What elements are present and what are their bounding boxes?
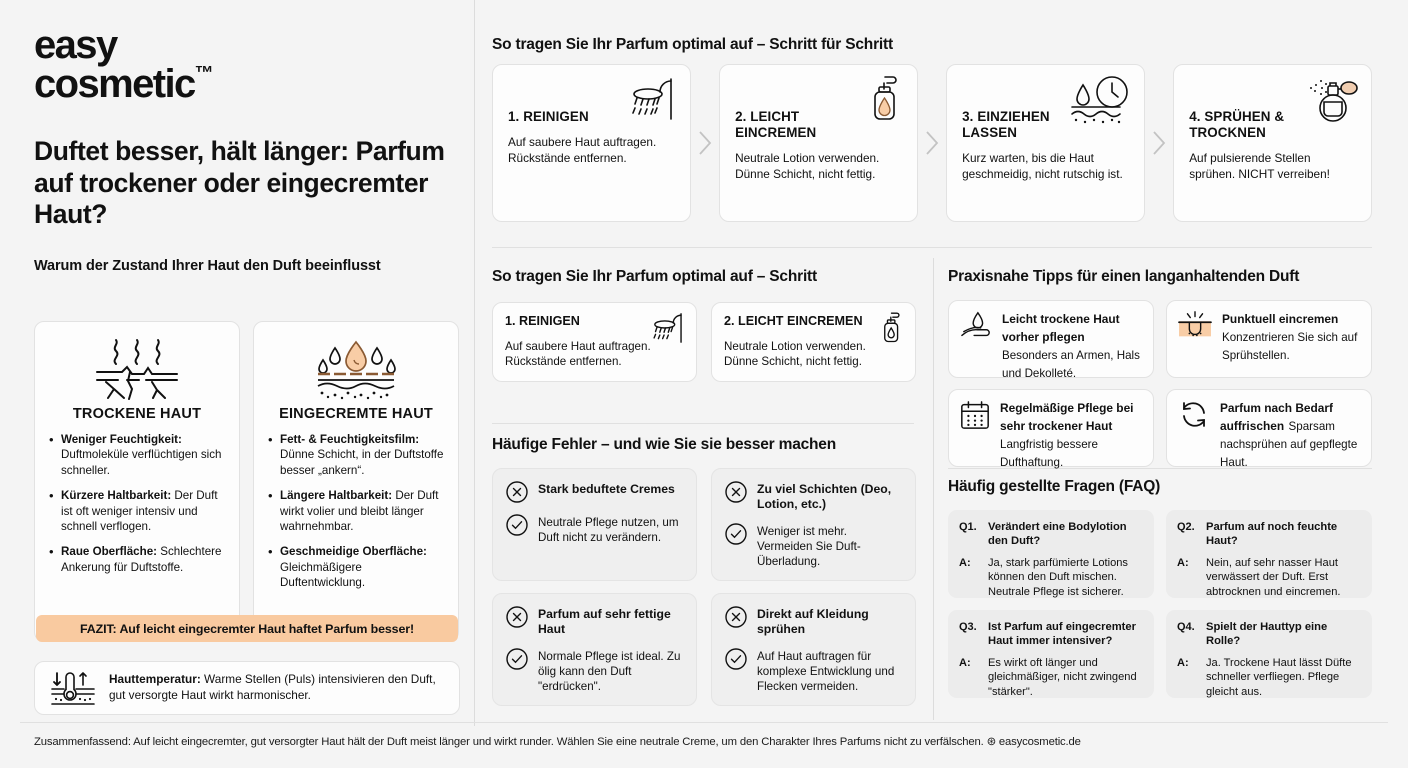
faq-answer-label: A:: [959, 657, 971, 670]
faq-question-row: [1177, 620, 1361, 648]
skin-temperature-note: [34, 661, 460, 715]
mistake-card: [711, 593, 916, 706]
faq-question-label: Q2.: [1177, 521, 1195, 533]
tip-title: Punktuell eincremen: [1222, 312, 1339, 326]
step-card-1: [492, 64, 691, 222]
faq-card: [948, 610, 1154, 698]
step-description: Auf saubere Haut auftragen. Rückstände entfernen.: [508, 135, 657, 165]
faq-question: Verändert eine Bodylotion den Duft?: [988, 521, 1127, 548]
mini-steps-row: [492, 302, 916, 382]
list-item-lead: Raue Oberfläche:: [61, 545, 157, 559]
mistake-solution: Auf Haut auftragen für komplexe Entwicklung und Flecken vermeiden.: [757, 649, 895, 694]
tip-description: Besonders an Armen, Hals und Dekolleté.: [1002, 349, 1140, 380]
faq-question-row: [1177, 520, 1361, 548]
list-item: [267, 544, 445, 590]
tip-description: Konzentrieren Sie sich auf Sprühstellen.: [1222, 331, 1358, 362]
compare-card-moisturized-skin: [253, 321, 459, 642]
faq-section-title: Häufig gestellte Fragen (FAQ): [948, 478, 1161, 495]
step-card-2: [719, 64, 918, 222]
cross-circle-icon: [505, 480, 529, 504]
mistake-bad-row: [505, 480, 684, 504]
list-item-text: Gleichmäßigere Duftentwicklung.: [280, 560, 366, 590]
cross-circle-icon: [724, 480, 748, 513]
refresh-cycle-icon: [1177, 399, 1211, 457]
list-item: [48, 432, 226, 478]
tip-body: [1002, 310, 1143, 380]
tip-body: [1222, 310, 1361, 368]
mini-step-description: Auf saubere Haut auftragen. Rückstände entfernen.: [505, 340, 651, 369]
mistake-bad-row: [505, 605, 684, 638]
mistake-good-row: [505, 513, 684, 546]
column-divider: [474, 0, 475, 726]
check-circle-icon: [724, 647, 748, 695]
shower-icon: [652, 311, 686, 345]
list-item-lead: Geschmeidige Oberfläche:: [280, 545, 427, 559]
list-item: [267, 432, 445, 478]
section-divider-middle: [492, 423, 914, 424]
conclusion-banner: FAZIT: Auf leicht eingecremter Haut haftet Parfum besser!: [36, 615, 458, 642]
faq-question: Ist Parfum auf eingecremter Haut immer intensiver?: [988, 621, 1136, 648]
list-item: [267, 488, 445, 534]
mini-step-card-2: [711, 302, 916, 382]
chevron-right-icon: [691, 64, 719, 222]
lotion-pump-bottle-icon: [865, 75, 905, 123]
faq-question-label: Q4.: [1177, 621, 1195, 633]
faq-answer-row: [959, 556, 1143, 599]
faq-answer-label: A:: [1177, 557, 1189, 570]
tip-description: Langfristig bessere Dufthaftung.: [1000, 438, 1098, 469]
step-label: 4. SPRÜHEN & TROCKNEN: [1189, 109, 1285, 141]
list-item-text: Der Duft wirkt volier und bleibt länger wahrnehmbar.: [280, 489, 439, 534]
tip-description: Sparsam nachsprühen auf gepflegte Haut.: [1220, 420, 1358, 469]
cross-circle-icon: [724, 605, 748, 638]
list-item: [48, 488, 226, 534]
tips-grid: [948, 300, 1372, 467]
faq-card: [1166, 610, 1372, 698]
mistake-card: [492, 468, 697, 581]
mini-step-label: 2. LEICHT EINCREMEN: [724, 314, 863, 328]
mistake-card: [492, 593, 697, 706]
step-card-3: [946, 64, 1145, 222]
faq-answer: Ja, stark parfümierte Lotions können den Duft mischen. Neutrale Pflege ist sicherer.: [988, 557, 1128, 598]
faq-question-row: [959, 620, 1143, 648]
mistake-solution: Normale Pflege ist ideal. Zu ölig kann den Duft "erdrücken".: [538, 649, 681, 694]
faq-card: [1166, 510, 1372, 598]
compare-card-dry-skin: [34, 321, 240, 642]
step-description: Kurz warten, bis die Haut geschmeidig, nicht rutschig ist.: [962, 151, 1123, 181]
mistake-solution: Weniger ist mehr. Vermeiden Sie Duft-Überladung.: [757, 524, 861, 569]
list-item-text: Duftmoleküle verflüchtigen sich schneller.: [61, 448, 222, 477]
skin-thermometer-icon: [49, 669, 97, 707]
footer-summary: Zusammenfassend: Auf leicht eingecremter, gut versorgter Haut hält der Duft meist länger und wirkt runder. Wählen Sie eine neutrale Creme, um den Charakter Ihres Parfums nicht zu verfälschen. ⊛ easycosmetic.de: [34, 736, 1081, 748]
mistake-bad-row: [724, 480, 903, 513]
check-circle-icon: [505, 647, 529, 695]
steps-section-title: So tragen Sie Ihr Parfum optimal auf – Schritt für Schritt: [492, 36, 893, 53]
clock-absorb-icon: [1070, 75, 1132, 127]
tip-body: [1220, 399, 1361, 469]
targeted-spot-icon: [1177, 310, 1213, 368]
mini-step-label: 1. REINIGEN: [505, 314, 580, 328]
brand-line-2: cosmetic: [34, 62, 195, 107]
list-item-lead: Kürzere Haltbarkeit:: [61, 489, 172, 503]
tip-title: Leicht trockene Haut vorher pflegen: [1002, 312, 1120, 344]
mistake-title: Parfum auf sehr fettige Haut: [538, 607, 671, 637]
mistake-good-row: [724, 647, 903, 695]
faq-answer: Nein, auf sehr nasser Haut verwässert der Duft. Erst abtrocknen und eincremen.: [1206, 557, 1341, 598]
faq-section: [948, 478, 1372, 698]
brand-line-1: easy: [34, 23, 117, 67]
faq-question: Spielt der Hauttyp eine Rolle?: [1206, 621, 1328, 648]
mini-step-card-1: [492, 302, 697, 382]
tips-section: [948, 268, 1372, 467]
left-subheading: Warum der Zustand Ihrer Haut den Duft beeinflusst: [34, 258, 381, 275]
skin-comparison: [34, 321, 460, 642]
tip-title: Parfum nach Bedarf auffrischen: [1220, 401, 1333, 433]
dry-cracked-skin-icon: [48, 336, 226, 402]
faq-answer-row: [1177, 656, 1361, 699]
faq-question-label: Q3.: [959, 621, 977, 633]
tip-title: Regelmäßige Pflege bei sehr trockener Haut: [1000, 401, 1134, 433]
faq-answer-label: A:: [959, 557, 971, 570]
trademark-symbol: ™: [194, 63, 214, 85]
perfume-atomizer-icon: [1305, 75, 1359, 125]
faq-grid: [948, 510, 1372, 698]
list-item-lead: Fett- & Feuchtigkeitsfilm:: [280, 433, 420, 446]
faq-answer: Ja. Trockene Haut lässt Düfte schneller verfliegen. Pflege gleicht aus.: [1206, 657, 1352, 698]
mistake-good-row: [724, 522, 903, 570]
mistake-title: Zu viel Schichten (Deo, Lotion, etc.): [757, 482, 892, 512]
compare-card-list: [267, 432, 445, 591]
mistake-card: [711, 468, 916, 581]
mistake-bad-row: [724, 605, 903, 638]
calendar-icon: [959, 399, 991, 457]
compare-card-title: TROCKENE HAUT: [72, 406, 202, 422]
step-description: Neutrale Lotion verwenden. Dünne Schicht, nicht fettig.: [735, 151, 880, 181]
mistake-good-row: [505, 647, 684, 695]
step-label: 1. REINIGEN: [508, 109, 589, 124]
right-column-divider: [933, 258, 934, 720]
list-item-text: Der Duft ist oft weniger intensiv und schnell verflogen.: [61, 489, 218, 534]
tip-body: [1000, 399, 1143, 469]
page-title: Duftet besser, hält länger: Parfum auf trockener oder eingecremter Haut?: [34, 136, 445, 229]
list-item-text: Dünne Schicht, in der Duftstoffe besser „ankern“.: [280, 448, 444, 477]
check-circle-icon: [724, 522, 748, 570]
compare-card-list: [48, 432, 226, 575]
check-circle-icon: [505, 513, 529, 546]
compare-card-title: EINGECREMTE HAUT: [279, 406, 433, 422]
list-item-lead: Weniger Feuchtigkeit:: [61, 433, 182, 446]
faq-question-row: [959, 520, 1143, 548]
faq-answer-label: A:: [1177, 657, 1189, 670]
faq-answer-row: [959, 656, 1143, 699]
step-description: Auf pulsierende Stellen sprühen. NICHT verreiben!: [1189, 151, 1330, 181]
mistakes-grid: [492, 468, 916, 706]
shower-icon: [630, 75, 678, 123]
mistake-title: Stark beduftete Cremes: [538, 482, 675, 496]
tips-section-title: Praxisnahe Tipps für einen langanhaltenden Duft: [948, 268, 1300, 285]
mistakes-section: [492, 436, 916, 706]
skin-temperature-body: Warme Stellen (Puls) intensivieren den Duft, gut versorgte Haut wirkt harmonischer.: [109, 672, 436, 702]
list-item-lead: Längere Haltbarkeit:: [280, 489, 393, 503]
step-card-4: [1173, 64, 1372, 222]
list-item: [48, 544, 226, 575]
tip-card: [1166, 300, 1372, 378]
faq-answer: Es wirkt oft länger und gleichmäßiger, nicht zwingend "stärker".: [988, 657, 1137, 698]
tip-card: [1166, 389, 1372, 467]
steps-section-2-title: So tragen Sie Ihr Parfum optimal auf – Schritt: [492, 268, 817, 285]
list-item-text: Schlechtere Ankerung für Duftstoffe.: [61, 545, 222, 574]
moisturized-skin-droplet-icon: [267, 336, 445, 402]
faq-card: [948, 510, 1154, 598]
mini-step-description: Neutrale Lotion verwenden. Dünne Schicht, nicht fettig.: [724, 340, 866, 369]
steps-section-2: [492, 268, 916, 382]
faq-question-label: Q1.: [959, 521, 977, 533]
section-divider-top: [492, 247, 1372, 248]
tip-card: [948, 300, 1154, 378]
faq-question: Parfum auf noch feuchte Haut?: [1206, 521, 1338, 548]
step-label: 2. LEICHT EINCREMEN: [735, 109, 817, 141]
faq-answer-row: [1177, 556, 1361, 599]
steps-row: [492, 64, 1372, 222]
chevron-right-icon: [1145, 64, 1173, 222]
mistakes-section-title: Häufige Fehler – und wie Sie sie besser machen: [492, 436, 836, 453]
chevron-right-icon: [918, 64, 946, 222]
skin-temperature-lead: Hauttemperatur:: [109, 672, 201, 687]
hand-droplet-icon: [959, 310, 993, 368]
lotion-pump-bottle-icon: [878, 311, 905, 345]
brand-logo: [34, 23, 474, 107]
cross-circle-icon: [505, 605, 529, 638]
tip-card: [948, 389, 1154, 467]
skin-temperature-text: [109, 672, 445, 703]
step-label: 3. EINZIEHEN LASSEN: [962, 109, 1050, 141]
mistake-solution: Neutrale Pflege nutzen, um Duft nicht zu verändern.: [538, 516, 679, 545]
mistake-title: Direkt auf Kleidung sprühen: [757, 607, 869, 637]
